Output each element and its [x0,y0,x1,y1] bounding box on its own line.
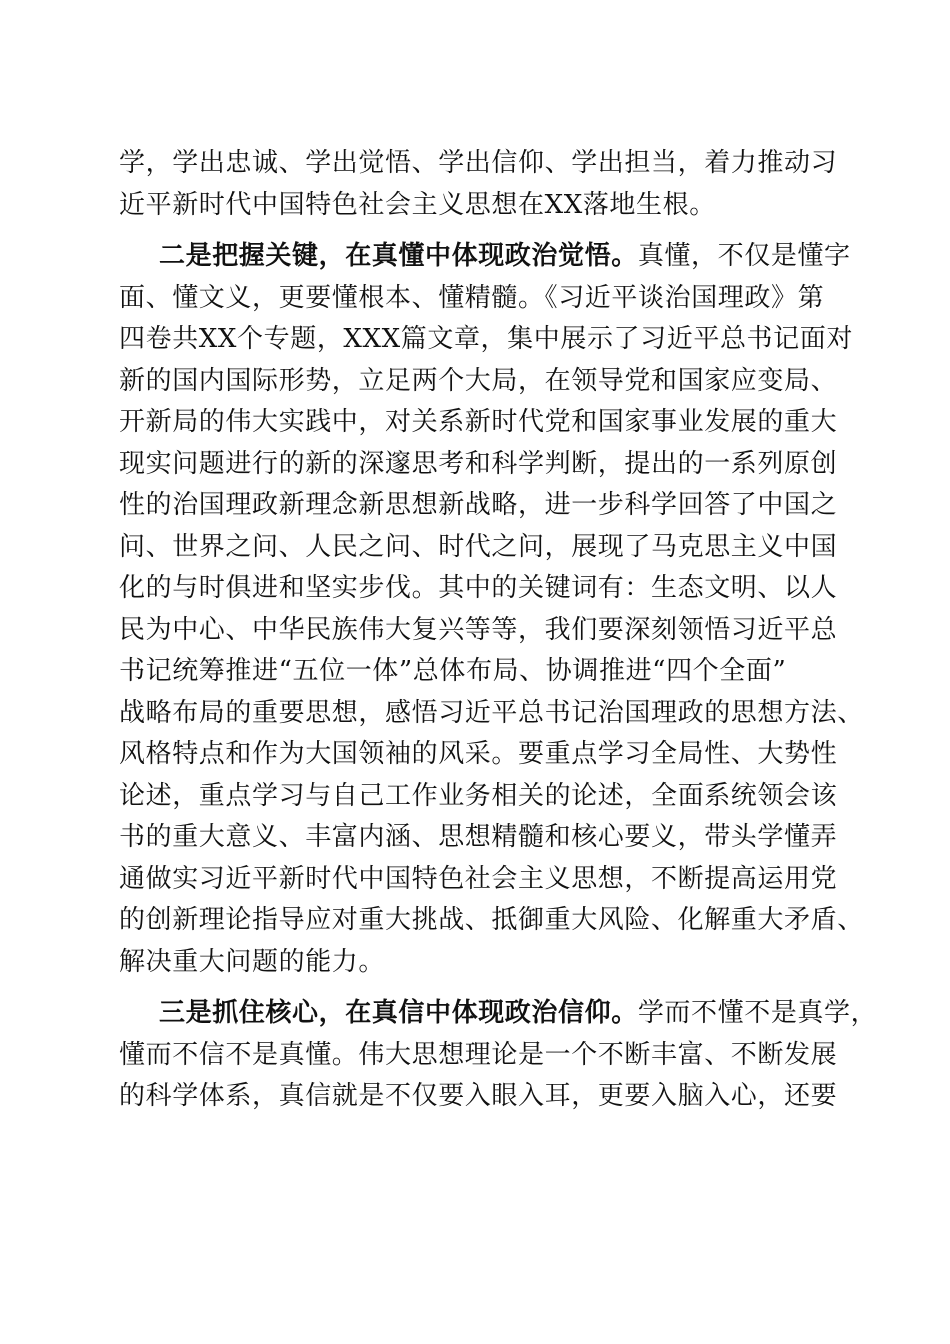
paragraph-3-lead-text: 学而不懂不是真学， [637,998,878,1028]
paragraph-2-line: 四卷共XX个专题，XXX篇文章，集中展示了习近平总书记面对 [119,324,853,354]
paragraph-2-line: 解决重大问题的能力。 [119,946,386,977]
paragraph-2-line: 的创新理论指导应对重大挑战、抵御重大风险、化解重大矛盾、 [119,905,864,935]
paragraph-1-line: 学，学出忠诚、学出觉悟、学出信仰、学出担当，着力推动习 [119,148,838,178]
paragraph-1-line: 近平新时代中国特色社会主义思想在XX落地生根。 [119,189,716,220]
paragraph-3-heading: 三是抓住核心，在真信中体现政治信仰。 [159,998,638,1028]
paragraph-2-line: 问、世界之问、人民之问、时代之问，展现了马克思主义中国 [119,531,838,562]
paragraph-2-line: 新的国内国际形势，立足两个大局，在领导党和国家应变局、 [119,365,838,396]
paragraph-3-line: 懂而不信不是真懂。伟大思想理论是一个不断丰富、不断发展 [119,1039,838,1070]
paragraph-2-line: 现实问题进行的新的深邃思考和科学判断，提出的一系列原创 [119,448,838,479]
paragraph-2-line: 书的重大意义、丰富内涵、思想精髓和核心要义，带头学懂弄 [119,822,838,852]
paragraph-2-lead-text: 真懂，不仅是懂字 [637,241,851,271]
paragraph-3 [119,993,878,1118]
paragraph-2 [119,236,864,983]
paragraph-2-line: 通做实习近平新时代中国特色社会主义思想，不断提高运用党 [119,863,838,894]
paragraph-2-line: 书记统筹推进“五位一体”总体布局、协调推进“四个全面” [119,656,787,686]
paragraph-2-line: 战略布局的重要思想，感悟习近平总书记治国理政的思想方法、 [119,697,864,728]
paragraph-3-first-line [119,993,878,1035]
paragraph-2-line: 论述，重点学习与自己工作业务相关的论述，全面系统领会该 [119,780,838,811]
paragraph-2-heading: 二是把握关键，在真懂中体现政治觉悟。 [159,241,638,271]
document-body [119,143,878,1118]
paragraph-2-line: 化的与时俱进和坚实步伐。其中的关键词有：生态文明、以人 [119,573,838,603]
paragraph-3-line: 的科学体系，真信就是不仅要入眼入耳，更要入脑入心，还要 [119,1081,838,1111]
paragraph-spacer [119,983,834,993]
paragraph-2-first-line [119,236,851,278]
paragraph-2-line: 开新局的伟大实践中，对关系新时代党和国家事业发展的重大 [119,407,838,437]
paragraph-2-line: 性的治国理政新理念新思想新战略，进一步科学回答了中国之 [119,490,838,520]
paragraph-1 [119,143,838,226]
paragraph-2-line: 面、懂文义，更要懂根本、懂精髓。《习近平谈治国理政》第 [119,282,825,313]
paragraph-2-line: 民为中心、中华民族伟大复兴等等，我们要深刻领悟习近平总 [119,614,838,645]
paragraph-2-line: 风格特点和作为大国领袖的风采。要重点学习全局性、大势性 [119,739,838,769]
paragraph-spacer [119,226,834,236]
